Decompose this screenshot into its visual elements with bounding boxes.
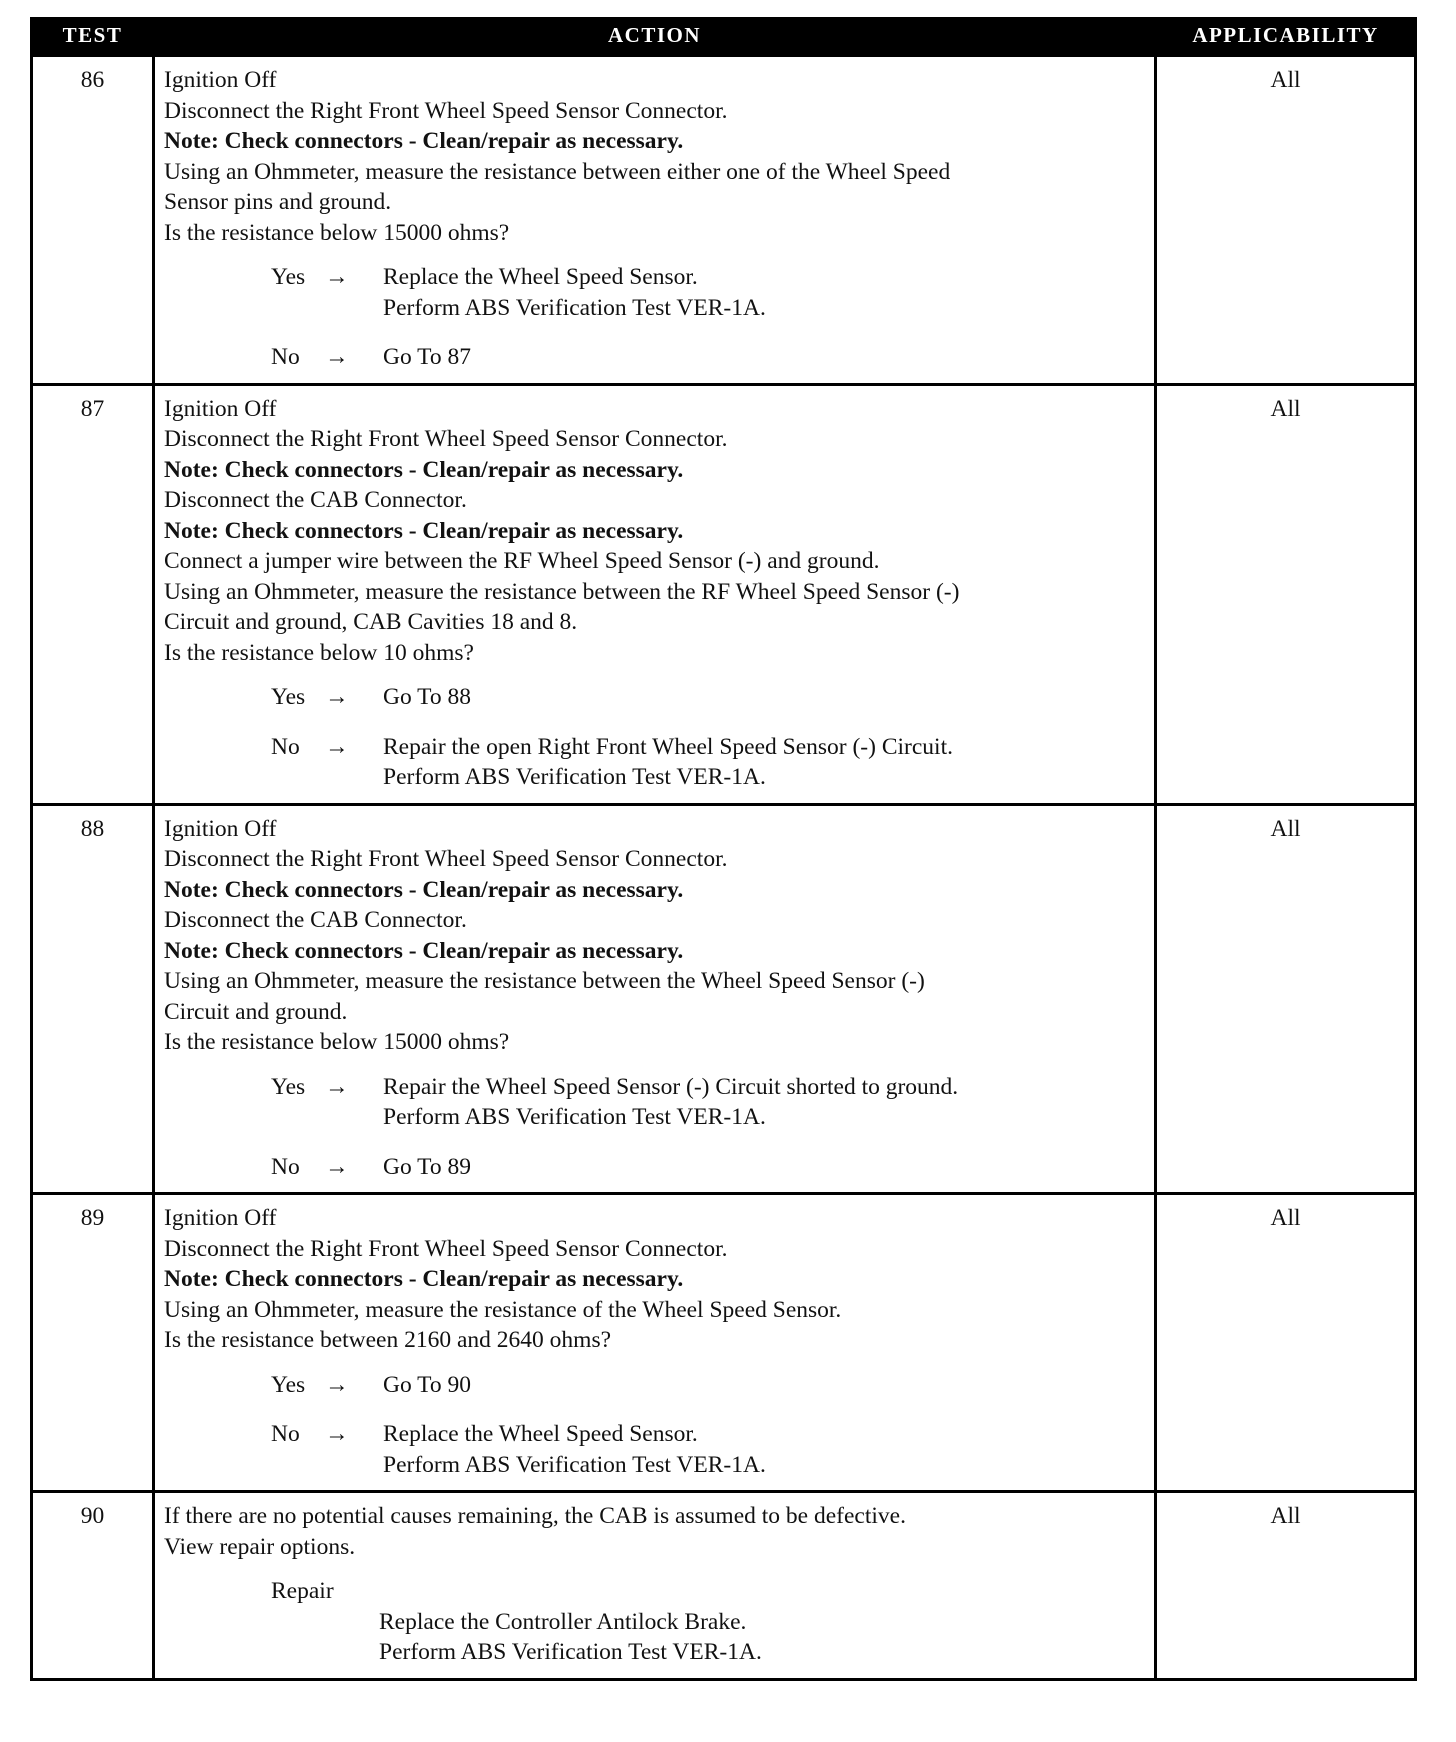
answer-instructions — [383, 1370, 1146, 1401]
arrow-icon: → — [325, 1371, 349, 1398]
answer-label: No — [271, 1421, 300, 1447]
repair-options — [271, 1576, 1146, 1668]
answer-yes — [271, 262, 1146, 323]
instruction-line: Circuit and ground, CAB Cavities 18 and 8. — [164, 609, 578, 635]
test-number: 87 — [32, 384, 154, 804]
instruction-line: Circuit and ground. — [164, 998, 348, 1025]
instruction-line: Disconnect the Right Front Wheel Speed Sensor Connector. — [164, 1235, 728, 1262]
answer-label: No — [271, 1153, 300, 1180]
instruction-line: View repair options. — [164, 1533, 356, 1560]
arrow-icon: → — [325, 344, 349, 370]
header-test: TEST — [32, 17, 154, 56]
note-line: Note: Check connectors - Clean/repair as necessary. — [164, 937, 684, 964]
answer-line: Repair the open Right Front Wheel Speed Sensor (-) Circuit. — [383, 733, 953, 760]
answer-instructions — [383, 732, 1146, 793]
arrow-icon: → — [325, 733, 349, 760]
instruction-line: If there are no potential causes remaining, the CAB is assumed to be defective. — [164, 1503, 906, 1529]
instruction-line: Disconnect the CAB Connector. — [164, 487, 467, 513]
arrow-icon: → — [325, 1153, 349, 1180]
answer-line: Perform ABS Verification Test VER-1A. — [383, 294, 766, 321]
answer-label: Yes — [271, 1371, 306, 1398]
instruction-line: Using an Ohmmeter, measure the resistance between either one of the Wheel Speed — [164, 158, 951, 185]
table-row — [32, 384, 1416, 804]
answer-label: Yes — [271, 684, 306, 710]
table-header-row — [32, 17, 1416, 56]
instruction-line: Ignition Off — [164, 1205, 277, 1231]
answer-choices — [164, 682, 1146, 793]
repair-line: Perform ABS Verification Test VER-1A. — [379, 1639, 762, 1665]
table-row — [32, 56, 1416, 385]
test-number: 86 — [32, 56, 154, 385]
answer-line: Replace the Wheel Speed Sensor. — [383, 264, 698, 290]
answer-yes — [271, 1072, 1146, 1133]
instruction-line: Ignition Off — [164, 395, 277, 422]
test-number: 88 — [32, 804, 154, 1194]
action-cell — [154, 1194, 1156, 1492]
answer-yes — [271, 1370, 1146, 1401]
answer-yes — [271, 682, 1146, 713]
answer-label: No — [271, 733, 300, 760]
answer-line: Replace the Wheel Speed Sensor. — [383, 1421, 698, 1447]
note-line: Note: Check connectors - Clean/repair as necessary. — [164, 456, 684, 483]
repair-label: Repair — [271, 1578, 334, 1604]
instruction-line: Using an Ohmmeter, measure the resistance between the RF Wheel Speed Sensor (-) — [164, 578, 960, 605]
answer-line: Perform ABS Verification Test VER-1A. — [383, 1104, 766, 1130]
repair-line: Replace the Controller Antilock Brake. — [379, 1608, 747, 1635]
answer-no — [271, 342, 1146, 373]
instruction-line: Is the resistance between 2160 and 2640 ohms? — [164, 1327, 612, 1353]
instruction-line: Disconnect the Right Front Wheel Speed Sensor Connector. — [164, 846, 728, 872]
arrow-icon: → — [325, 1073, 349, 1100]
header-applicability: APPLICABILITY — [1156, 17, 1416, 56]
answer-line: Perform ABS Verification Test VER-1A. — [383, 1451, 766, 1478]
action-cell — [154, 384, 1156, 804]
answer-instructions — [383, 1419, 1146, 1480]
answer-line: Go To 89 — [383, 1153, 472, 1180]
answer-instructions — [383, 1152, 1146, 1183]
answer-instructions — [383, 682, 1146, 713]
instruction-line: Disconnect the Right Front Wheel Speed Sensor Connector. — [164, 426, 728, 452]
answer-no — [271, 732, 1146, 793]
answer-line: Perform ABS Verification Test VER-1A. — [383, 764, 766, 790]
instruction-line: Disconnect the CAB Connector. — [164, 907, 467, 933]
answer-line: Go To 88 — [383, 684, 472, 710]
answer-instructions — [383, 262, 1146, 323]
answer-instructions — [383, 342, 1146, 373]
answer-line: Repair the Wheel Speed Sensor (-) Circuit shorted to ground. — [383, 1073, 959, 1100]
instruction-line: Is the resistance below 10 ohms? — [164, 639, 474, 666]
arrow-icon: → — [325, 684, 349, 710]
test-number: 89 — [32, 1194, 154, 1492]
instruction-line: Is the resistance below 15000 ohms? — [164, 219, 510, 246]
applicability-value: All — [1156, 384, 1416, 804]
instruction-line: Using an Ohmmeter, measure the resistance between the Wheel Speed Sensor (-) — [164, 968, 925, 994]
instruction-line: Connect a jumper wire between the RF Wheel Speed Sensor (-) and ground. — [164, 548, 880, 574]
answer-label: Yes — [271, 264, 306, 290]
arrow-icon: → — [325, 264, 349, 290]
action-cell — [154, 1492, 1156, 1680]
table-row — [32, 1492, 1416, 1680]
answer-label: No — [271, 344, 300, 370]
instruction-line: Is the resistance below 15000 ohms? — [164, 1029, 510, 1055]
header-action: ACTION — [154, 17, 1156, 56]
applicability-value: All — [1156, 1492, 1416, 1680]
answer-instructions — [383, 1072, 1146, 1133]
instruction-line: Disconnect the Right Front Wheel Speed Sensor Connector. — [164, 97, 728, 124]
answer-no — [271, 1419, 1146, 1480]
answer-no — [271, 1152, 1146, 1183]
action-cell — [154, 804, 1156, 1194]
arrow-icon: → — [325, 1421, 349, 1447]
instruction-line: Ignition Off — [164, 67, 277, 93]
answer-choices — [164, 1072, 1146, 1183]
answer-choices — [164, 262, 1146, 373]
test-number: 90 — [32, 1492, 154, 1680]
applicability-value: All — [1156, 1194, 1416, 1492]
diagnostic-table — [30, 17, 1417, 1681]
note-line: Note: Check connectors - Clean/repair as necessary. — [164, 876, 684, 903]
applicability-value: All — [1156, 804, 1416, 1194]
answer-choices — [164, 1370, 1146, 1481]
instruction-line: Ignition Off — [164, 815, 277, 842]
applicability-value: All — [1156, 56, 1416, 385]
table-row — [32, 804, 1416, 1194]
note-line: Note: Check connectors - Clean/repair as necessary. — [164, 1266, 684, 1292]
answer-line: Go To 90 — [383, 1371, 472, 1398]
instruction-line: Using an Ohmmeter, measure the resistance of the Wheel Speed Sensor. — [164, 1296, 842, 1323]
diagnostic-test-sheet — [30, 17, 1414, 1681]
table-row — [32, 1194, 1416, 1492]
note-line: Note: Check connectors - Clean/repair as necessary. — [164, 517, 684, 544]
action-cell — [154, 56, 1156, 385]
instruction-line: Sensor pins and ground. — [164, 189, 392, 215]
answer-label: Yes — [271, 1073, 306, 1100]
answer-line: Go To 87 — [383, 344, 472, 370]
repair-instructions — [379, 1607, 1146, 1668]
table-body — [32, 56, 1416, 1680]
note-line: Note: Check connectors - Clean/repair as necessary. — [164, 128, 684, 154]
